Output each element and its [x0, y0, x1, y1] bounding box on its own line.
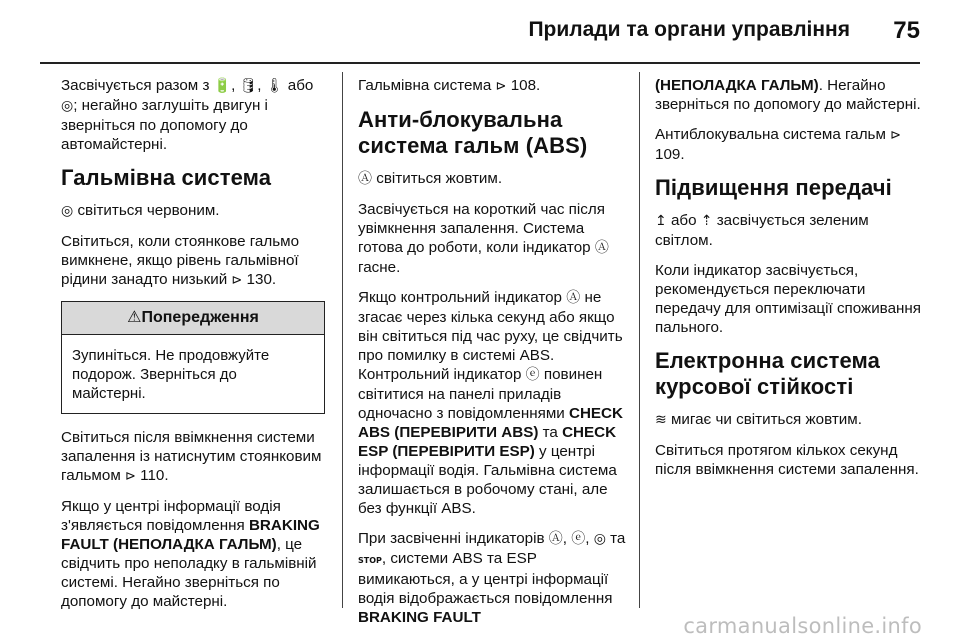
header-divider [40, 62, 920, 64]
oil-icon: 🛢 [239, 78, 258, 94]
heading-esc: Електронна система курсової стійкості [655, 348, 880, 399]
warning-triangle-icon: ⚠ [127, 309, 142, 326]
watermark: carmanualsonline.info [683, 614, 922, 638]
paragraph-esc-ignition: Світиться протягом кількох секунд після ввімкнення системи запалення. [655, 442, 919, 478]
stop-icon: STOP [358, 556, 382, 565]
stability-icon: ≋ [655, 412, 667, 428]
battery-icon: 🔋 [213, 78, 232, 94]
column-3 [655, 76, 927, 490]
coolant-icon: 🌡 [265, 78, 284, 94]
paragraph-braking-fault-cont: (НЕПОЛАДКА ГАЛЬМ). Негайно зверніться по допомогу до майстерні. [655, 77, 921, 113]
abs-icon: Ⓐ [594, 240, 609, 256]
page-ref[interactable]: 110. [140, 467, 169, 484]
warning-title: ⚠Попередження [62, 302, 324, 335]
paragraph-parking-brake: Світиться після ввімкнення системи запалення із натиснутим стоянковим гальмом ⊳ 110. [61, 429, 322, 484]
paragraph-abs-ref: Антиблокувальна система гальм ⊳ 109. [655, 126, 902, 163]
abs-icon: Ⓐ [548, 531, 563, 547]
paragraph-abs-yellow: Ⓐ світиться жовтим. [358, 170, 503, 187]
paragraph-braking-fault: Якщо у центрі інформації водія з'являється повідомлення BRAKING FAULT (НЕПОЛАДКА ГАЛЬМ), це свідчить про неполадку в гальмівній системі. Негайно зверніться по допомогу до майстерні. [61, 498, 320, 610]
paragraph-abs-esp-off: При засвіченні індикаторів Ⓐ, ⓔ, ◎ та STOP, системи ABS та ESP вимикаються, а у центрі інформації водія відображається повідомлення BRAKING FAULT [358, 530, 626, 626]
column-divider [342, 72, 343, 608]
page-ref-icon: ⊳ [231, 273, 243, 288]
column-1 [61, 76, 333, 622]
paragraph-abs-ignition: Засвічується на короткий час після увімкнення запалення. Система готова до роботи, коли індикатор Ⓐ гасне. [358, 201, 609, 276]
column-divider [639, 72, 640, 608]
page-number: 75 [893, 17, 920, 44]
column-2 [358, 76, 630, 638]
page-title: Прилади та органи управління [528, 18, 850, 41]
heading-brake-system: Гальмівна система [61, 165, 272, 190]
warning-body: Зупиніться. Не продовжуйте подорож. Зверніться до майстерні. [72, 347, 270, 402]
brake-circle-icon: ◎ [61, 203, 74, 219]
paragraph-engine-warning: Засвічується разом з 🔋, 🛢, 🌡 або ◎; негайно заглушіть двигун і зверніться по допомогу до автомайстерні. [61, 77, 314, 153]
paragraph-upshift-advice: Коли індикатор засвічується, рекомендується переключати передачу для оптимізації споживання пального. [655, 262, 922, 336]
paragraph-brake-red: ◎ світиться червоним. [61, 202, 220, 219]
paragraph-abs-fault: Якщо контрольний індикатор Ⓐ не згасає через кілька секунд або якщо він світиться під час руху, це свідчить про помилку в системі ABS. Контрольний індикатор ⓔ повинен світитися на панелі приладів одночасно з повідомленнями CHECK ABS (ПЕРЕВІРИТИ ABS) та CHECK ESP (ПЕРЕВІРИТИ ESP) у центрі інформації водія. Гальмівна система залишається в робочому стані, але без функції ABS. [358, 289, 623, 517]
page-ref-icon: ⊳ [495, 79, 507, 94]
page-ref-icon: ⊳ [124, 469, 136, 484]
brake-circle-icon: ◎ [593, 531, 606, 547]
paragraph-brake-conditions: Світиться, коли стоянкове гальмо вимкнене, якщо рівень гальмівної рідини занадто низький ⊳ 130. [61, 233, 300, 288]
page-header [0, 0, 960, 64]
gear-up-icon: ↥ [655, 213, 667, 229]
paragraph-esc-yellow: ≋ мигає чи світиться жовтим. [655, 411, 862, 428]
page-ref[interactable]: 130. [246, 271, 277, 288]
abs-icon: Ⓐ [358, 171, 372, 187]
page-ref-icon: ⊳ [890, 128, 902, 143]
esp-icon: ⓔ [571, 531, 586, 547]
esp-icon: ⓔ [525, 367, 540, 383]
warning-box [61, 301, 325, 414]
heading-upshift: Підвищення передачі [655, 175, 892, 200]
brake-circle-icon: ◎ [61, 98, 74, 114]
paragraph-upshift-green: ↥ або ⇡ засвічується зеленим світлом. [655, 212, 869, 249]
page-ref[interactable]: 108. [510, 77, 541, 94]
paragraph-brake-ref: Гальмівна система ⊳ 108. [358, 77, 541, 94]
heading-abs: Анти-блокувальна система гальм (ABS) [358, 107, 588, 158]
abs-icon: Ⓐ [566, 290, 581, 306]
gear-up-alt-icon: ⇡ [700, 213, 713, 229]
page-ref[interactable]: 109. [655, 146, 685, 163]
